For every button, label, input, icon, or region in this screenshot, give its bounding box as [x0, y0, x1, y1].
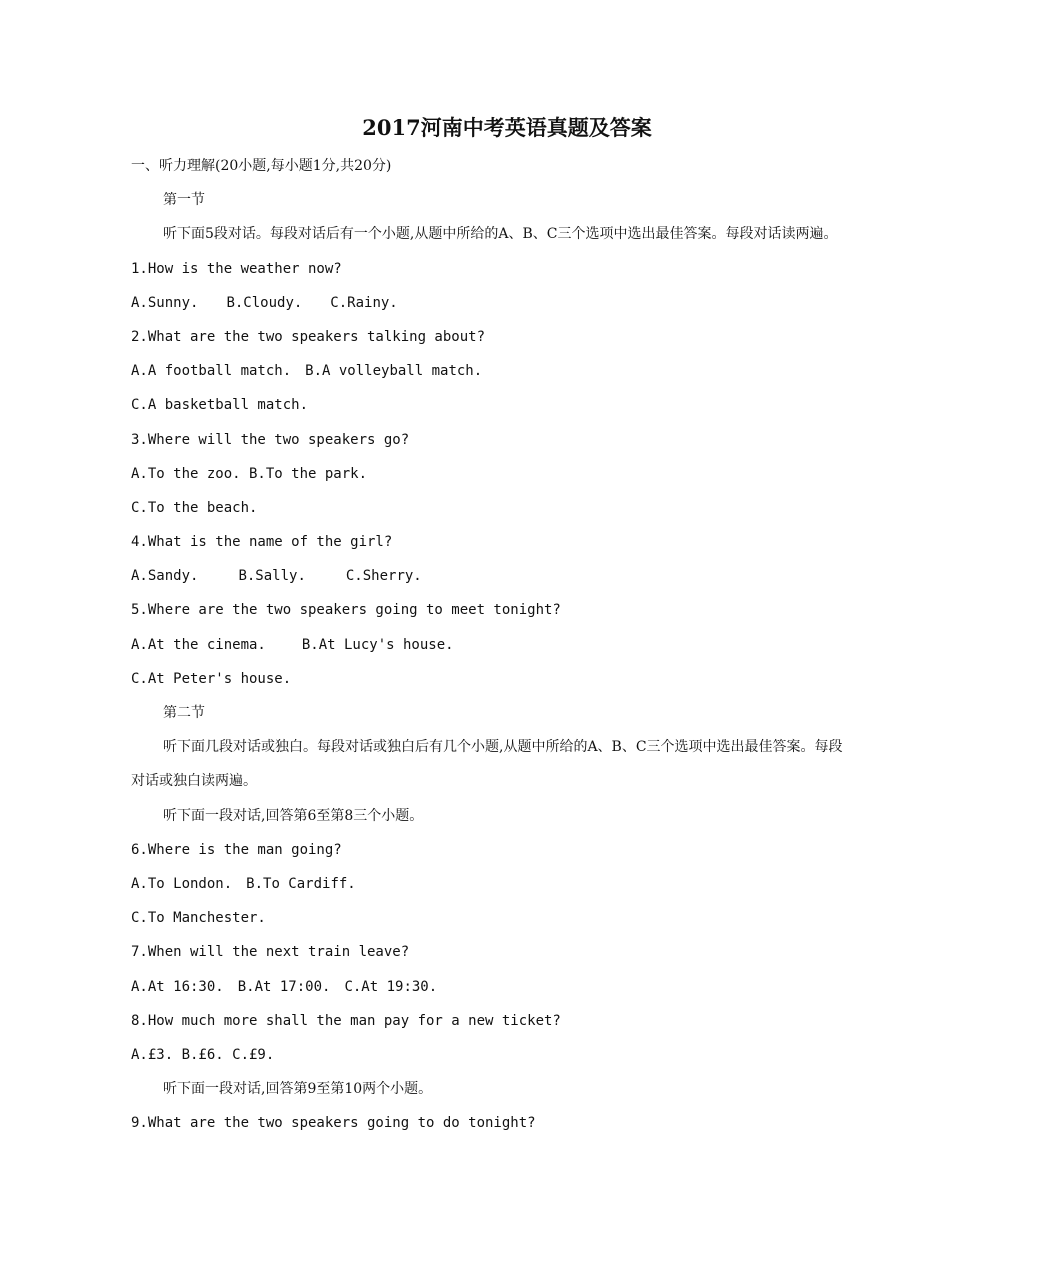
option: B.Cloudy. — [226, 294, 303, 311]
option: C.At Peter's house. — [131, 670, 292, 687]
part-instruction: 听下面5段对话。每段对话后有一个小题,从题中所给的A、B、C三个选项中选出最佳答案。每段对话读两遍。 — [163, 226, 838, 243]
option: B.At Lucy's house. — [301, 636, 454, 653]
options-row — [131, 977, 921, 1011]
option: A.Sandy. — [131, 568, 199, 585]
option: C.At 19:30. — [344, 978, 438, 995]
question-stem: 2.What are the two speakers talking about? — [131, 328, 486, 345]
option: C.A basketball match. — [131, 397, 309, 414]
question-stem: 5.Where are the two speakers going to meet tonight? — [131, 602, 561, 619]
part-heading: 第一节 — [163, 192, 205, 209]
part-heading: 第二节 — [163, 705, 205, 721]
options-row — [131, 874, 921, 908]
options-row — [131, 566, 921, 600]
question-stem: 6.Where is the man going? — [131, 841, 342, 858]
option: B.At 17:00. — [237, 978, 331, 995]
option: C.Rainy. — [330, 294, 398, 311]
option: A.At 16:30. — [131, 978, 224, 995]
option: A.To the zoo. B.To the park. — [131, 465, 368, 482]
sub-instruction: 听下面一段对话,回答第6至第8三个小题。 — [163, 807, 424, 824]
question-stem: 8.How much more shall the man pay for a new ticket? — [131, 1012, 561, 1029]
question-stem: 3.Where will the two speakers go? — [131, 431, 410, 448]
option: B.Sally. — [238, 568, 306, 585]
options-row — [131, 635, 921, 669]
option: A.Sunny. — [131, 294, 199, 311]
option: A.A football match. — [131, 363, 292, 380]
page-title: 2017河南中考英语真题及答案 — [362, 115, 652, 140]
option: C.To the beach. — [131, 499, 258, 516]
option: C.To Manchester. — [131, 910, 266, 927]
question-stem: 4.What is the name of the girl? — [131, 534, 393, 551]
document-body — [131, 156, 921, 1147]
section-heading: 一、听力理解(20小题,每小题1分,共20分) — [131, 158, 392, 174]
option: C.Sherry. — [345, 568, 422, 585]
option: B.To Cardiff. — [246, 875, 356, 892]
question-stem: 9.What are the two speakers going to do tonight? — [131, 1115, 536, 1132]
part-instruction-cont: 对话或独白读两遍。 — [131, 773, 257, 790]
question-stem: 1.How is the weather now? — [131, 260, 342, 277]
option: B.A volleyball match. — [305, 363, 483, 380]
sub-instruction: 听下面一段对话,回答第9至第10两个小题。 — [163, 1081, 433, 1098]
option: A.£3. B.£6. C.£9. — [131, 1046, 275, 1063]
option: A.To London. — [131, 875, 233, 892]
options-row — [131, 361, 921, 395]
options-row — [131, 293, 921, 327]
question-stem: 7.When will the next train leave? — [131, 944, 410, 961]
option: A.At the cinema. — [131, 636, 266, 653]
part-instruction: 听下面几段对话或独白。每段对话或独白后有几个小题,从题中所给的A、B、C三个选项中选出最佳答案。每段 — [163, 739, 843, 756]
